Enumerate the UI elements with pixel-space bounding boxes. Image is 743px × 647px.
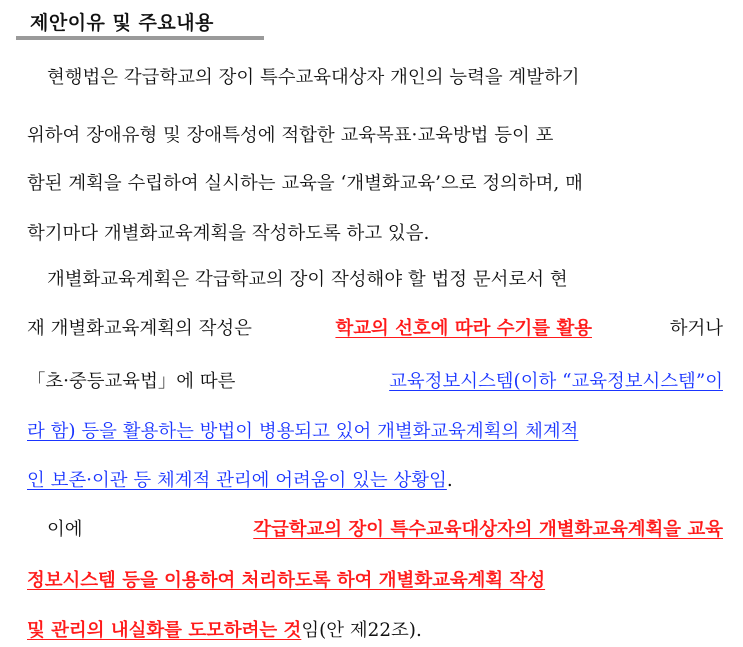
section-heading [16, 6, 264, 40]
text-line [27, 370, 723, 394]
highlighted-phrase-red: 및 관리의 내실화를 도모하려는 것 [27, 620, 302, 641]
text-line [47, 268, 723, 292]
text-line [27, 469, 723, 493]
text-line [27, 420, 723, 444]
text-line [27, 222, 723, 246]
text-line [27, 619, 723, 643]
text-line [27, 317, 723, 341]
text-segment: 임(안 제22조). [301, 620, 422, 641]
text-segment: 하거나 [669, 318, 723, 339]
text-segment: 재 개별화교육계획의 작성은 [27, 318, 258, 339]
text-segment: 현행법은 각급학교의 장이 특수교육대상자 개인의 능력을 계발하기 [47, 67, 580, 88]
section-heading-text: 제안이유 및 주요내용 [30, 12, 214, 34]
text-line [47, 518, 723, 542]
highlighted-phrase-red: 각급학교의 장이 특수교육대상자의 개별화교육계획을 교육 [253, 519, 723, 540]
text-segment: 개별화교육계획은 각급학교의 장이 작성해야 할 법정 문서로서 현 [47, 269, 568, 290]
text-line [27, 124, 723, 148]
highlighted-phrase-blue: 인 보존·이관 등 체계적 관리에 어려움이 있는 상황임 [27, 470, 447, 491]
text-segment: 학기마다 개별화교육계획을 작성하도록 하고 있음. [27, 223, 430, 244]
highlighted-phrase-red: 정보시스템 등을 이용하여 처리하도록 하여 개별화교육계획 작성 [27, 570, 546, 591]
text-line [27, 172, 723, 196]
text-line [27, 569, 723, 593]
text-line [47, 66, 723, 90]
text-segment: 함된 계획을 수립하여 실시하는 교육을 ‘개별화교육’으로 정의하며, 매 [27, 173, 583, 194]
text-segment: 위하여 장애유형 및 장애특성에 적합한 교육목표·교육방법 등이 포 [27, 125, 554, 146]
highlighted-phrase-blue: 교육정보시스템(이하 “교육정보시스템”이 [389, 371, 723, 392]
text-segment: 「초·중등교육법」에 따른 [27, 371, 242, 392]
text-segment: 이에 [47, 519, 89, 540]
highlighted-phrase-blue: 라 함) 등을 활용하는 방법이 병용되고 있어 개별화교육계획의 체계적 [27, 421, 579, 442]
highlighted-phrase-red: 학교의 선호에 따라 수기를 활용 [335, 318, 592, 339]
heading-underline-rule [16, 36, 264, 40]
text-segment: . [446, 470, 453, 491]
